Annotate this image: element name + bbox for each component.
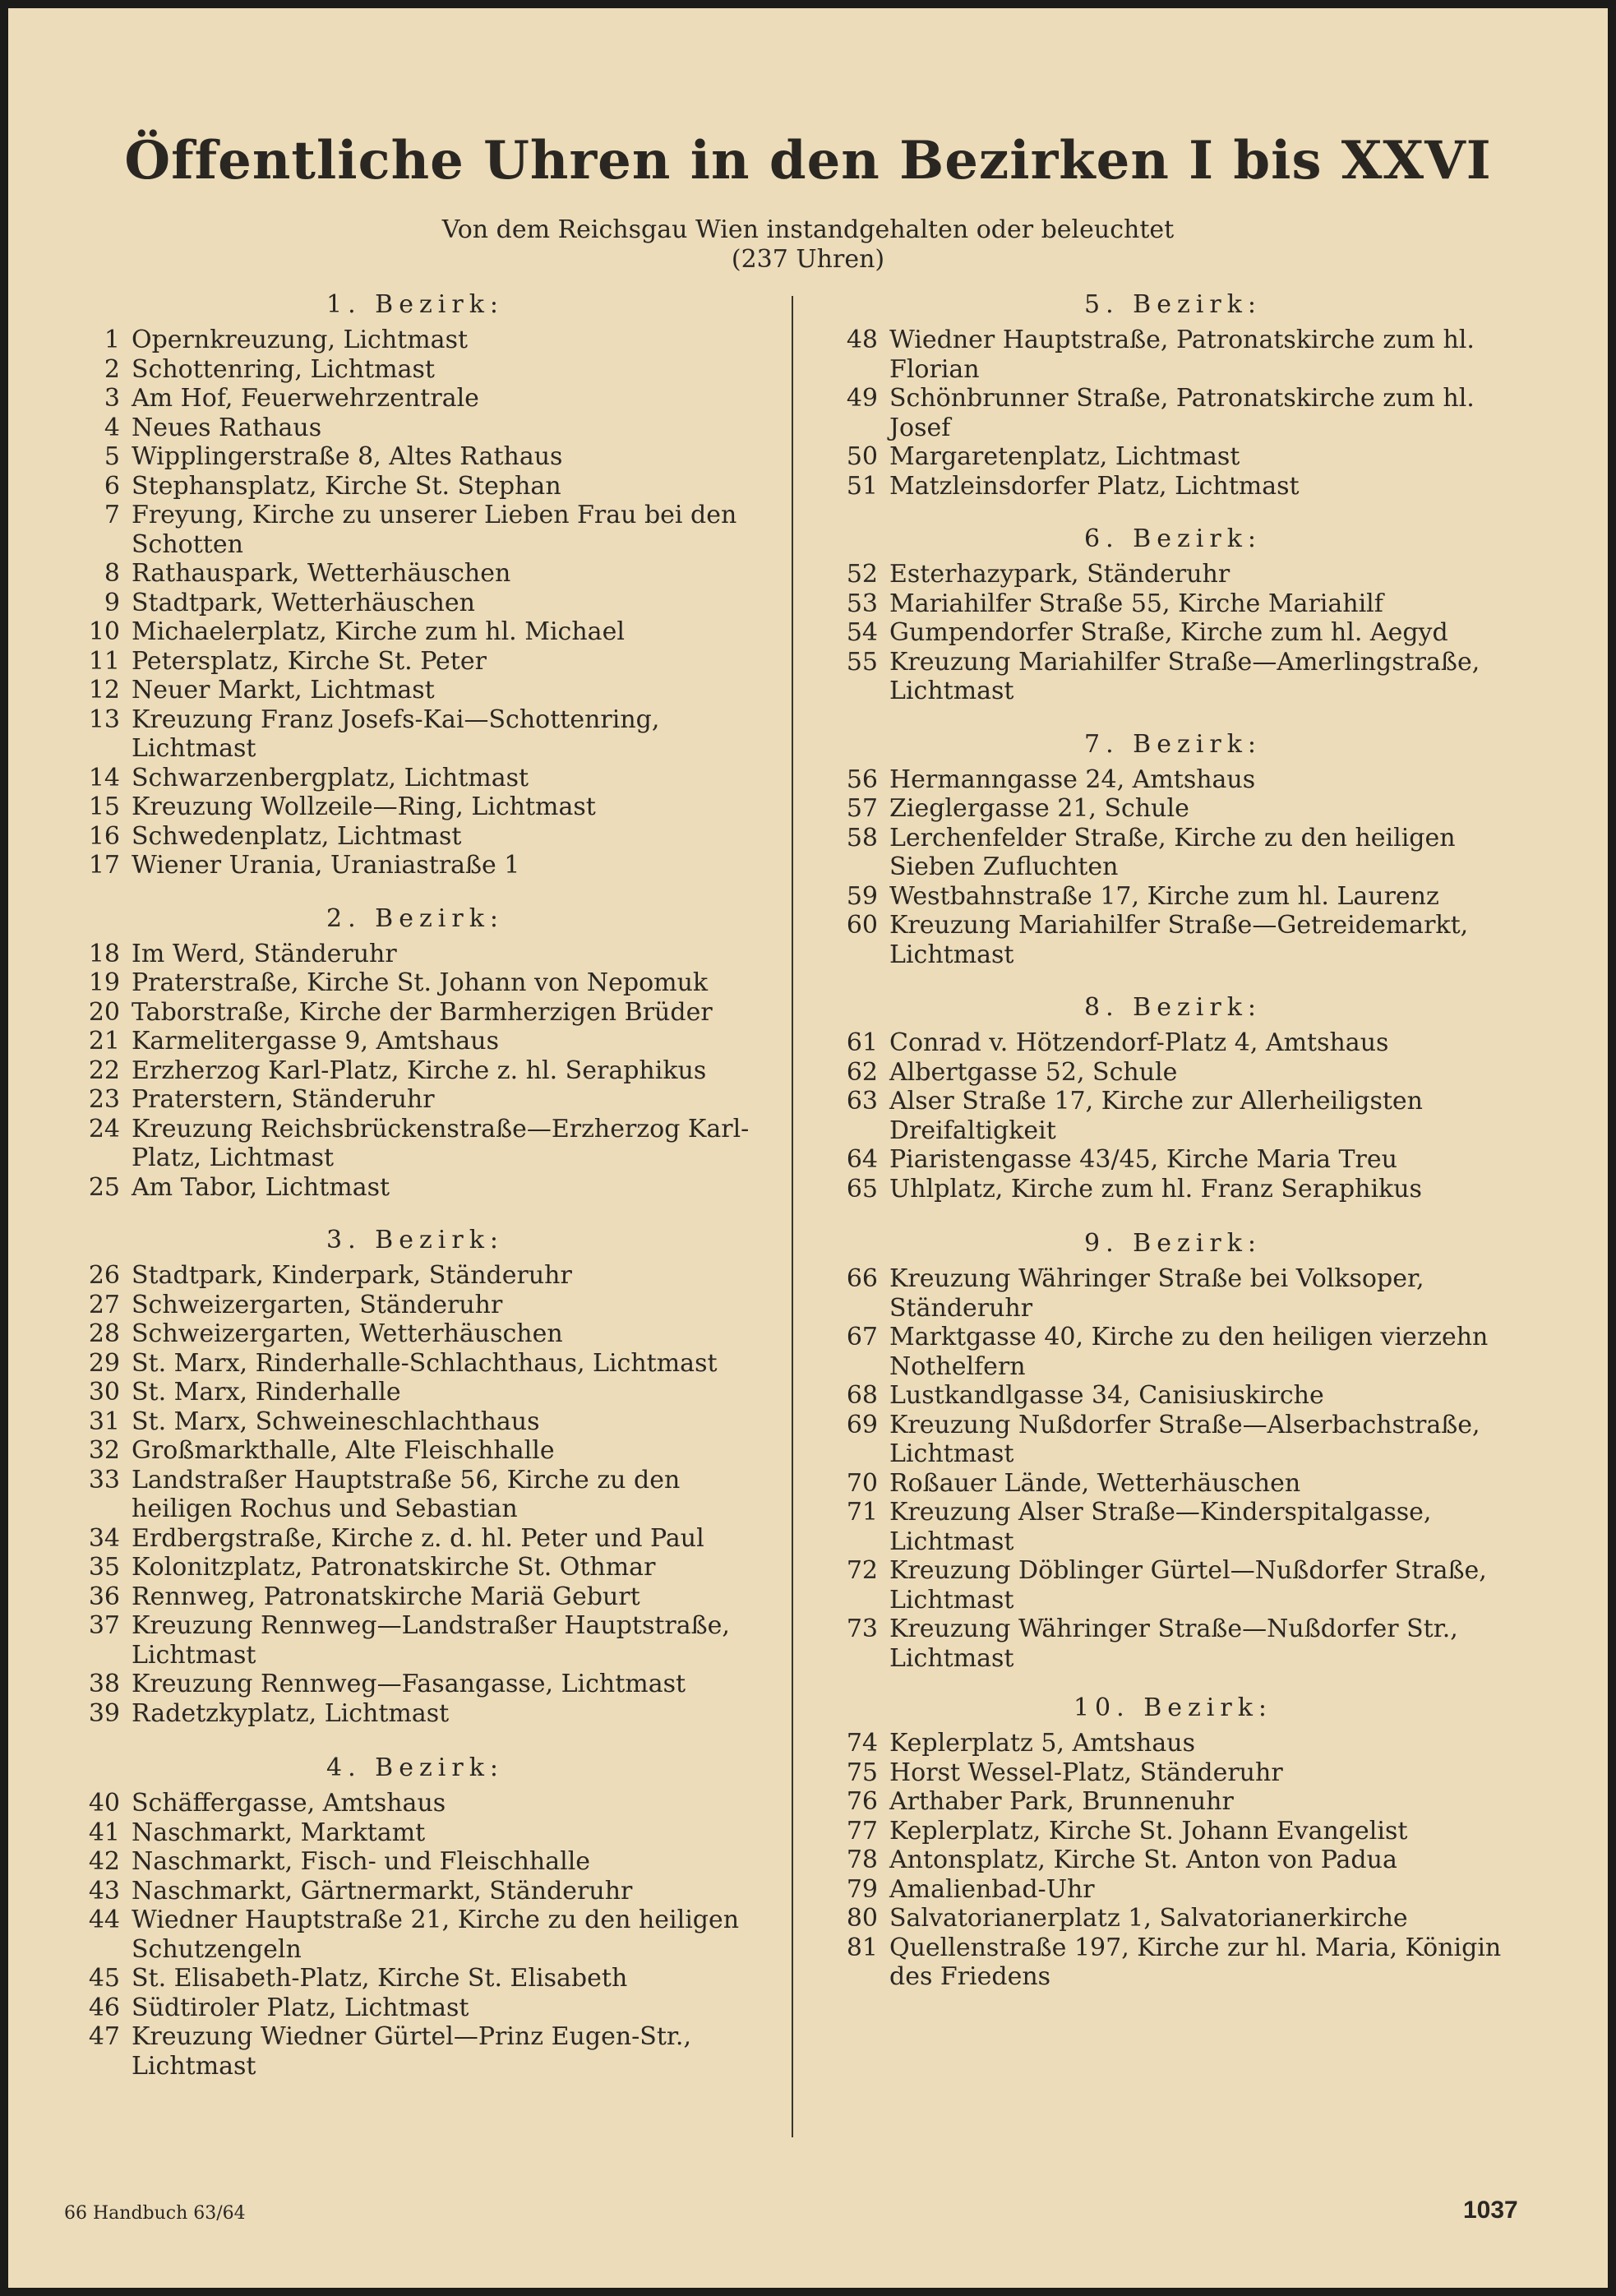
entry-number: 35 (88, 1553, 120, 1582)
entry-text: Wiedner Hauptstraße, Patronatskirche zum hl. Florian (889, 326, 1475, 384)
entry-text: Südtiroler Platz, Lichtmast (132, 1993, 469, 2022)
entry-text: Horst Wessel-Platz, Ständeruhr (889, 1758, 1283, 1787)
list-item (66, 1877, 764, 1906)
entry-number: 37 (88, 1611, 120, 1640)
list-item (66, 705, 764, 764)
list-item (66, 1847, 764, 1877)
entry-number: 34 (88, 1523, 120, 1553)
entry-text: Am Tabor, Lichtmast (132, 1172, 390, 1202)
entry-text: St. Marx, Rinderhalle-Schlachthaus, Lichtmast (132, 1348, 718, 1378)
district-heading: 9. Bezirk: (1084, 1229, 1262, 1258)
list-item (66, 617, 764, 647)
entry-text: Kolonitzplatz, Patronatskirche St. Othmar (132, 1553, 656, 1582)
list-item (66, 1818, 764, 1848)
district-heading: 2. Bezirk: (326, 903, 504, 933)
entry-number: 4 (104, 413, 120, 442)
district-section (824, 289, 1522, 501)
list-item (824, 326, 1522, 384)
entry-text: Alser Straße 17, Kirche zur Allerheiligsten Dreifaltigkeit (889, 1087, 1423, 1145)
entry-text: Conrad v. Hötzendorf-Platz 4, Amtshaus (889, 1028, 1389, 1057)
entry-text: Rennweg, Patronatskirche Mariä Geburt (132, 1582, 640, 1611)
entry-text: Kreuzung Döblinger Gürtel—Nußdorfer Straße, Lichtmast (889, 1556, 1487, 1615)
list-item (824, 618, 1522, 648)
list-item (824, 1469, 1522, 1499)
footer-source: 66 Handbuch 63/64 (64, 2203, 246, 2224)
entry-text: Arthaber Park, Brunnenuhr (889, 1787, 1234, 1816)
list-item (824, 1933, 1522, 1992)
list-item (824, 1875, 1522, 1905)
list-item (66, 413, 764, 443)
subtitle-line-1: Von dem Reichsgau Wien instandgehalten oder beleuchtet (441, 215, 1175, 244)
entry-number: 27 (88, 1290, 120, 1319)
entry-number: 15 (88, 792, 120, 821)
entry-number: 13 (88, 705, 120, 734)
list-item (66, 1173, 764, 1203)
list-item (824, 1556, 1522, 1615)
entry-text: Im Werd, Ständeruhr (132, 939, 397, 968)
entry-text: Antonsplatz, Kirche St. Anton von Padua (889, 1846, 1397, 1874)
entry-number: 49 (846, 384, 878, 413)
entry-number: 20 (88, 997, 120, 1027)
entry-number: 71 (846, 1498, 878, 1527)
entry-number: 31 (88, 1407, 120, 1436)
entry-number: 52 (846, 560, 878, 589)
entry-text: Esterhazypark, Ständeruhr (889, 560, 1230, 589)
list-item (66, 998, 764, 1028)
left-column (66, 289, 764, 2081)
entry-number: 9 (104, 588, 120, 617)
entry-number: 44 (88, 1906, 120, 1934)
entry-number: 64 (846, 1145, 878, 1174)
list-item (824, 384, 1522, 442)
entry-text: Uhlplatz, Kirche zum hl. Franz Seraphikus (889, 1174, 1422, 1203)
district-heading: 7. Bezirk: (1084, 729, 1262, 759)
entry-number: 51 (846, 471, 878, 501)
entry-number: 22 (88, 1056, 120, 1085)
entry-text: Naschmarkt, Marktamt (132, 1818, 426, 1847)
entry-number: 17 (88, 851, 120, 880)
entry-number: 30 (88, 1378, 120, 1407)
list-item (66, 1261, 764, 1291)
district-heading: 1. Bezirk: (326, 290, 504, 319)
list-item (824, 1028, 1522, 1058)
entry-text: Hermanngasse 24, Amtshaus (889, 765, 1256, 794)
list-item (824, 1145, 1522, 1175)
entry-text: Neues Rathaus (132, 413, 322, 442)
entry-text: Rathauspark, Wetterhäuschen (132, 559, 511, 588)
entry-text: Petersplatz, Kirche St. Peter (132, 646, 487, 676)
list-item (66, 1670, 764, 1699)
entry-text: Opernkreuzung, Lichtmast (132, 326, 469, 354)
entry-text: Kreuzung Rennweg—Fasangasse, Lichtmast (132, 1670, 686, 1698)
entry-number: 45 (88, 1964, 120, 1993)
entry-number: 55 (846, 647, 878, 677)
entry-number: 54 (846, 618, 878, 647)
list-item (824, 1175, 1522, 1204)
entry-number: 46 (88, 1993, 120, 2022)
entry-number: 68 (846, 1381, 878, 1410)
list-item (66, 326, 764, 355)
column-divider (792, 296, 793, 2137)
list-item (66, 764, 764, 793)
entry-text: St. Marx, Schweineschlachthaus (132, 1407, 540, 1436)
entry-text: St. Marx, Rinderhalle (132, 1378, 401, 1407)
entry-number: 1 (104, 326, 120, 354)
district-heading: 6. Bezirk: (1084, 524, 1262, 553)
list-item (824, 560, 1522, 589)
entry-number: 58 (846, 823, 878, 852)
district-section (66, 1225, 764, 1728)
entry-text: Landstraßer Hauptstraße 56, Kirche zu den heiligen Rochus und Sebastian (132, 1465, 681, 1523)
list-item (824, 1264, 1522, 1323)
entry-number: 69 (846, 1410, 878, 1439)
district-section (824, 992, 1522, 1203)
entry-number: 79 (846, 1874, 878, 1904)
entry-text: Zieglergasse 21, Schule (889, 794, 1189, 823)
list-item (66, 1349, 764, 1379)
entry-number: 26 (88, 1261, 120, 1290)
district-section (66, 289, 764, 880)
list-item (66, 2022, 764, 2081)
list-item (824, 824, 1522, 882)
entry-text: Roßauer Lände, Wetterhäuschen (889, 1468, 1301, 1498)
list-item (66, 1056, 764, 1086)
entry-number: 74 (846, 1729, 878, 1758)
entry-text: Schottenring, Lichtmast (132, 354, 435, 384)
entry-number: 16 (88, 821, 120, 851)
list-item (66, 1906, 764, 1964)
entry-number: 19 (88, 968, 120, 997)
list-item (824, 1758, 1522, 1788)
list-item (66, 676, 764, 705)
entry-text: Kreuzung Wollzeile—Ring, Lichtmast (132, 792, 596, 821)
entry-text: Mariahilfer Straße 55, Kirche Mariahilf (889, 589, 1383, 618)
list-item (66, 1699, 764, 1729)
entry-text: Stadtpark, Kinderpark, Ständeruhr (132, 1261, 572, 1290)
list-item (824, 1846, 1522, 1875)
list-item (66, 822, 764, 852)
entry-number: 12 (88, 676, 120, 705)
list-item (66, 355, 764, 385)
entry-number: 7 (104, 501, 120, 529)
list-item (66, 940, 764, 969)
entry-number: 39 (88, 1698, 120, 1728)
list-item (824, 1615, 1522, 1673)
entry-text: Kreuzung Alser Straße—Kinderspitalgasse, Lichtmast (889, 1498, 1432, 1556)
list-item (824, 765, 1522, 795)
entry-number: 57 (846, 794, 878, 823)
entry-number: 8 (104, 559, 120, 588)
entry-number: 43 (88, 1876, 120, 1906)
district-section (66, 903, 764, 1203)
list-item (824, 1817, 1522, 1846)
entry-number: 78 (846, 1846, 878, 1874)
district-heading: 3. Bezirk: (326, 1226, 504, 1254)
entry-text: Amalienbad-Uhr (889, 1874, 1095, 1904)
list-item (66, 1993, 764, 2023)
list-item (66, 1436, 764, 1466)
entry-text: Schäffergasse, Amtshaus (132, 1789, 446, 1818)
list-item (824, 1323, 1522, 1381)
entry-number: 41 (88, 1818, 120, 1847)
entry-text: Schwedenplatz, Lichtmast (132, 821, 462, 851)
entry-number: 36 (88, 1582, 120, 1611)
page-title: Öffentliche Uhren in den Bezirken I bis XXVI (124, 130, 1492, 192)
list-item (824, 589, 1522, 619)
entry-text: Albertgasse 52, Schule (889, 1057, 1178, 1087)
district-heading: 8. Bezirk: (1084, 993, 1262, 1022)
entry-number: 63 (846, 1087, 878, 1116)
entry-text: Lustkandlgasse 34, Canisiuskirche (889, 1381, 1324, 1410)
entry-number: 53 (846, 589, 878, 618)
entry-number: 50 (846, 442, 878, 471)
entry-text: Schweizergarten, Ständeruhr (132, 1290, 503, 1319)
list-item (824, 1087, 1522, 1145)
list-item (824, 911, 1522, 969)
list-item (66, 559, 764, 589)
entry-text: Kreuzung Reichsbrückenstraße—Erzherzog Karl-Platz, Lichtmast (132, 1114, 750, 1172)
entry-number: 11 (88, 646, 120, 676)
list-item (66, 1407, 764, 1437)
entry-number: 60 (846, 911, 878, 940)
list-item (824, 1381, 1522, 1411)
list-item (66, 1553, 764, 1582)
entry-number: 66 (846, 1264, 878, 1293)
district-section (824, 729, 1522, 970)
list-item (66, 1789, 764, 1818)
entry-number: 61 (846, 1028, 878, 1057)
entry-text: Naschmarkt, Fisch- und Fleischhalle (132, 1847, 591, 1876)
list-item (824, 1411, 1522, 1469)
entry-text: Marktgasse 40, Kirche zu den heiligen vierzehn Nothelfern (889, 1323, 1489, 1381)
entry-number: 81 (846, 1933, 878, 1962)
entry-text: Quellenstraße 197, Kirche zur hl. Maria, Königin des Friedens (889, 1933, 1502, 1991)
district-section (824, 1693, 1522, 1992)
entry-text: Praterstern, Ständeruhr (132, 1085, 435, 1114)
entry-text: Kreuzung Wiedner Gürtel—Prinz Eugen-Str., Lichtmast (132, 2022, 692, 2081)
entry-number: 80 (846, 1904, 878, 1933)
entry-text: Kreuzung Mariahilfer Straße—Amerlingstraße, Lichtmast (889, 647, 1480, 705)
list-item (824, 1904, 1522, 1933)
entry-number: 73 (846, 1615, 878, 1643)
entry-number: 47 (88, 2022, 120, 2051)
entry-number: 48 (846, 326, 878, 354)
entry-text: Kreuzung Rennweg—Landstraßer Hauptstraße, Lichtmast (132, 1611, 730, 1670)
list-item (66, 792, 764, 822)
list-item (824, 442, 1522, 472)
entry-text: Taborstraße, Kirche der Barmherzigen Brüder (132, 997, 713, 1027)
entry-number: 56 (846, 765, 878, 794)
entry-text: Großmarkthalle, Alte Fleischhalle (132, 1436, 555, 1465)
entry-text: Kreuzung Währinger Straße—Nußdorfer Str., Lichtmast (889, 1615, 1458, 1673)
list-item (66, 968, 764, 998)
entry-text: Kreuzung Nußdorfer Straße—Alserbachstraße, Lichtmast (889, 1410, 1480, 1468)
list-item (66, 384, 764, 413)
district-heading: 4. Bezirk: (326, 1753, 504, 1782)
list-item (66, 1319, 764, 1349)
entry-text: Schönbrunner Straße, Patronatskirche zum hl. Josef (889, 384, 1475, 442)
entry-text: Piaristengasse 43/45, Kirche Maria Treu (889, 1145, 1397, 1174)
entry-text: Kreuzung Mariahilfer Straße—Getreidemarkt, Lichtmast (889, 911, 1469, 969)
entry-text: Salvatorianerplatz 1, Salvatorianerkirche (889, 1904, 1408, 1933)
list-item (824, 794, 1522, 824)
entry-number: 38 (88, 1670, 120, 1698)
entry-text: St. Elisabeth-Platz, Kirche St. Elisabeth (132, 1964, 628, 1993)
entry-number: 75 (846, 1758, 878, 1787)
entry-text: Wiener Urania, Uraniastraße 1 (132, 851, 520, 880)
entry-text: Margaretenplatz, Lichtmast (889, 442, 1240, 471)
entry-number: 40 (88, 1789, 120, 1818)
entry-text: Gumpendorfer Straße, Kirche zum hl. Aegyd (889, 618, 1448, 647)
entry-text: Freyung, Kirche zu unserer Lieben Frau bei den Schotten (132, 501, 737, 559)
entry-text: Am Hof, Feuerwehrzentrale (132, 384, 479, 413)
entry-text: Matzleinsdorfer Platz, Lichtmast (889, 471, 1300, 501)
entry-number: 28 (88, 1319, 120, 1348)
entry-text: Schwarzenbergplatz, Lichtmast (132, 763, 529, 792)
list-item (824, 472, 1522, 501)
list-item (66, 589, 764, 618)
list-item (824, 1787, 1522, 1817)
entry-number: 10 (88, 617, 120, 646)
list-item (66, 851, 764, 880)
entry-number: 77 (846, 1816, 878, 1846)
entry-number: 62 (846, 1057, 878, 1087)
entry-number: 32 (88, 1436, 120, 1465)
entry-number: 2 (104, 354, 120, 384)
entry-number: 3 (104, 384, 120, 413)
district-section (824, 524, 1522, 706)
entry-number: 67 (846, 1323, 878, 1351)
entry-number: 25 (88, 1172, 120, 1202)
entry-text: Naschmarkt, Gärtnermarkt, Ständeruhr (132, 1876, 633, 1906)
list-item (66, 1582, 764, 1612)
entry-text: Wiedner Hauptstraße 21, Kirche zu den heiligen Schutzengeln (132, 1906, 740, 1964)
list-item (66, 1027, 764, 1056)
entry-number: 76 (846, 1787, 878, 1816)
list-item (66, 1115, 764, 1173)
entry-number: 33 (88, 1465, 120, 1494)
entry-number: 14 (88, 763, 120, 792)
entry-text: Stephansplatz, Kirche St. Stephan (132, 471, 561, 501)
entry-number: 6 (104, 471, 120, 501)
entry-text: Kreuzung Währinger Straße bei Volksoper, Ständeruhr (889, 1264, 1424, 1323)
entry-text: Radetzkyplatz, Lichtmast (132, 1698, 450, 1728)
list-item (824, 648, 1522, 706)
entry-number: 21 (88, 1027, 120, 1056)
list-item (66, 1466, 764, 1524)
list-item (66, 1291, 764, 1320)
list-item (66, 501, 764, 559)
entry-number: 24 (88, 1114, 120, 1143)
entry-text: Kreuzung Franz Josefs-Kai—Schottenring, Lichtmast (132, 705, 660, 763)
list-item (66, 472, 764, 501)
entry-number: 5 (104, 442, 120, 471)
right-column (824, 289, 1522, 1992)
entry-text: Neuer Markt, Lichtmast (132, 676, 435, 705)
page-number: 1037 (1463, 2197, 1518, 2224)
list-item (824, 882, 1522, 912)
entry-text: Michaelerplatz, Kirche zum hl. Michael (132, 617, 625, 646)
entry-text: Keplerplatz, Kirche St. Johann Evangelist (889, 1816, 1408, 1846)
entry-number: 23 (88, 1085, 120, 1114)
subtitle-line-2: (237 Uhren) (731, 245, 885, 274)
entry-text: Karmelitergasse 9, Amtshaus (132, 1027, 499, 1056)
entry-number: 42 (88, 1847, 120, 1876)
document-page (8, 8, 1608, 2288)
list-item (66, 1085, 764, 1115)
entry-text: Keplerplatz 5, Amtshaus (889, 1729, 1195, 1758)
list-item (66, 1378, 764, 1407)
entry-text: Stadtpark, Wetterhäuschen (132, 588, 475, 617)
entry-text: Wipplingerstraße 8, Altes Rathaus (132, 442, 563, 471)
entry-number: 70 (846, 1468, 878, 1498)
list-item (66, 647, 764, 677)
list-item (824, 1729, 1522, 1758)
entry-number: 29 (88, 1348, 120, 1378)
list-item (66, 1524, 764, 1554)
entry-number: 59 (846, 881, 878, 911)
entry-text: Erzherzog Karl-Platz, Kirche z. hl. Seraphikus (132, 1056, 707, 1085)
entry-text: Lerchenfelder Straße, Kirche zu den heiligen Sieben Zufluchten (889, 823, 1456, 881)
district-section (824, 1228, 1522, 1673)
entry-text: Praterstraße, Kirche St. Johann von Nepomuk (132, 968, 709, 997)
district-section (66, 1753, 764, 2081)
entry-text: Westbahnstraße 17, Kirche zum hl. Laurenz (889, 881, 1439, 911)
list-item (66, 1611, 764, 1670)
list-item (824, 1058, 1522, 1088)
district-heading: 5. Bezirk: (1084, 290, 1262, 319)
entry-number: 65 (846, 1174, 878, 1203)
district-heading: 10. Bezirk: (1073, 1693, 1273, 1722)
list-item (824, 1498, 1522, 1556)
subtitle (8, 215, 1608, 275)
list-item (66, 1964, 764, 1993)
list-item (66, 442, 764, 472)
entry-number: 72 (846, 1556, 878, 1585)
entry-text: Schweizergarten, Wetterhäuschen (132, 1319, 563, 1348)
entry-number: 18 (88, 939, 120, 968)
entry-text: Erdbergstraße, Kirche z. d. hl. Peter und Paul (132, 1523, 704, 1553)
